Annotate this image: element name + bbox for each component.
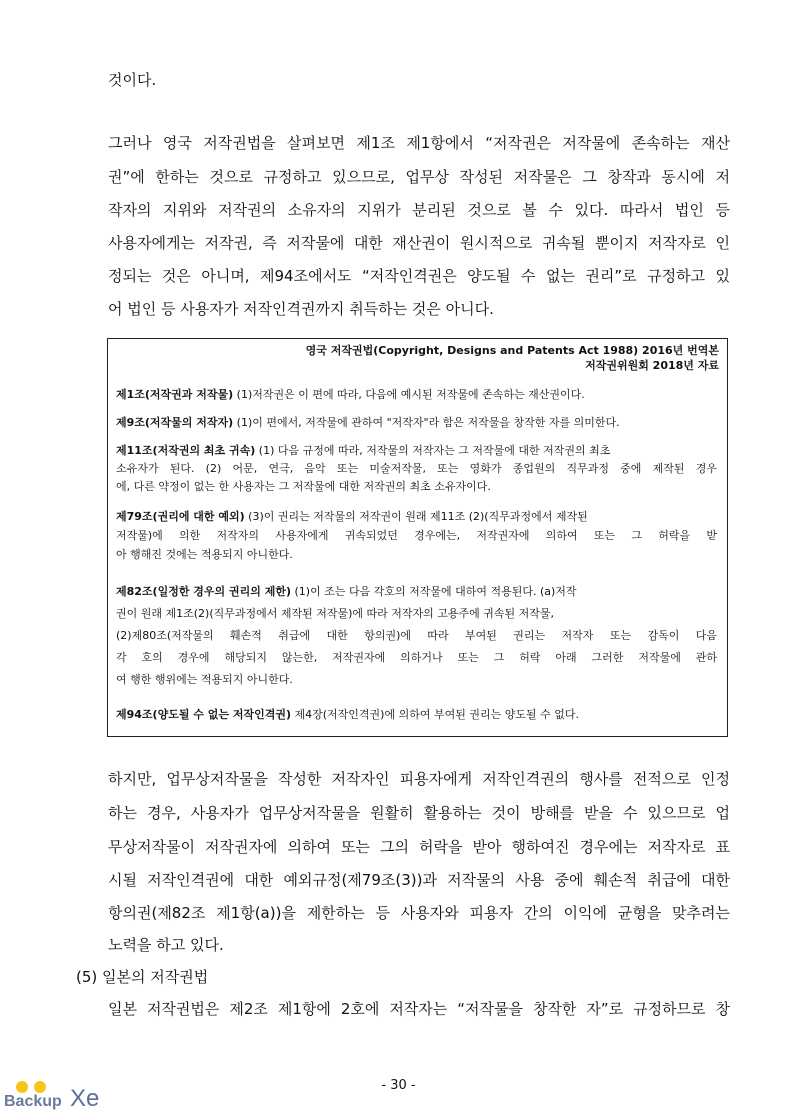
article-82 [116, 584, 717, 600]
article-1 [116, 387, 717, 403]
source-line: 저작권위원회 2018년 자료 [585, 359, 719, 372]
watermark-right: Xe [70, 1085, 100, 1112]
article-text: (3)이 권리는 저작물의 저작권이 원래 제11조 (2)(직무과정에서 제작된 [244, 510, 588, 523]
para1-line: 사용자에게는 저작권, 즉 저작물에 대한 재산권이 원시적으로 귀속될 뿐이지 저작자로 인 [108, 234, 730, 252]
article-text: 소유자가 된다. (2) 어문, 연극, 음악 또는 미술저작물, 또는 영화가 종업원의 직무과정 중에 제작된 경우 [116, 462, 717, 475]
article-title: 제1조(저작권과 저작물) [116, 388, 234, 401]
backupxe-watermark-logo [2, 1072, 122, 1112]
article-79 [116, 509, 717, 525]
article-title: 제82조(일정한 경우의 권리의 제한) [116, 585, 291, 598]
article-text: 아 행해진 것에는 적용되지 아니한다. [116, 548, 293, 561]
para2-line: 하지만, 업무상저작물을 작성한 저작자인 피용자에게 저작인격권의 행사를 전적으로 인정 [108, 770, 730, 788]
para1-line: 그러나 영국 저작권법을 살펴보면 제1조 제1항에서 “저작권은 저작물에 존속하는 재산 [108, 134, 730, 152]
article-text: 각 호의 경우에 해당되지 않는한, 저작권자에 의하거나 또는 그 허락 아래 그러한 저작물에 관하 [116, 651, 717, 664]
intro-line: 것이다. [108, 71, 157, 89]
article-9 [116, 415, 717, 431]
para3-line: 일본 저작권법은 제2조 제1항에 2호에 저작자는 “저작물을 창작한 자”로 규정하므로 창 [108, 1000, 730, 1018]
para2-line: 항의권(제82조 제1항(a))을 제한하는 등 사용자와 피용자 간의 이익에 균형을 맞추려는 [108, 904, 730, 922]
article-text: (2)제80조(저작물의 훼손적 취급에 대한 항의권)에 따라 부여된 권리는 저작자 또는 감독이 다음 [116, 629, 717, 642]
article-text: 권이 원래 제1조(2)(직무과정에서 제작된 저작물)에 따라 저작자의 고용주에 귀속된 저작물, [116, 607, 555, 620]
para2-line: 시될 저작인격권에 대한 예외규정(제79조(3))과 저작물의 사용 중에 훼손적 취급에 대한 [108, 871, 730, 889]
para2-line: 무상저작물이 저작권자에 의하여 또는 그의 허락을 받아 행하여진 경우에는 저작자로 표 [108, 838, 730, 856]
article-title: 제79조(권리에 대한 예외) [116, 510, 245, 523]
article-text: (1)이 조는 다음 각호의 저작물에 대하여 적용된다. (a)저작 [291, 585, 577, 598]
watermark-left: Backup [4, 1093, 62, 1110]
article-94 [116, 707, 717, 723]
article-11 [116, 443, 717, 459]
article-text: (1)이 편에서, 저작물에 관하여 "저작자"라 함은 저작물을 창작한 자를 의미한다. [233, 416, 620, 429]
statute-box [107, 338, 728, 737]
article-text: 에, 다른 약정이 없는 한 사용자는 그 저작물에 대한 저작권의 최초 소유자이다. [116, 480, 491, 493]
article-text: 여 행한 행위에는 적용되지 아니한다. [116, 673, 293, 686]
article-text: (1) 다음 규정에 따라, 저작물의 저작자는 그 저작물에 대한 저작권의 최초 [255, 444, 611, 457]
article-text: (1)저작권은 이 편에 따라, 다음에 예시된 저작물에 존속하는 재산권이다. [233, 388, 585, 401]
article-title: 제11조(저작권의 최초 귀속) [116, 444, 256, 457]
article-text: 저작물)에 의한 저작자의 사용자에게 귀속되었던 경우에는, 저작권자에 의하여 또는 그 허락을 받 [116, 529, 717, 542]
para2-line: 하는 경우, 사용자가 업무상저작물을 원활히 활용하는 것이 방해를 받을 수 있으므로 업 [108, 804, 730, 822]
para1-line: 작자의 지위와 저작권의 소유자의 지위가 분리된 것으로 볼 수 있다. 따라서 법인 등 [108, 201, 730, 219]
article-text: 제4장(저작인격권)에 의하여 부여된 권리는 양도될 수 없다. [291, 708, 579, 721]
section-heading: (5) 일본의 저작권법 [76, 968, 209, 986]
para1-line: 정되는 것은 아니며, 제94조에서도 “저작인격권은 양도될 수 없는 권리”로 규정하고 있 [108, 267, 730, 285]
para1-line: 어 법인 등 사용자가 저작인격권까지 취득하는 것은 아니다. [108, 300, 494, 318]
article-title: 제94조(양도될 수 없는 저작인격권) [116, 708, 291, 721]
source-line: 영국 저작권법(Copyright, Designs and Patents Act 1988) 2016년 번역본 [305, 344, 719, 357]
para2-line: 노력을 하고 있다. [108, 936, 224, 954]
para1-line: 권”에 한하는 것으로 규정하고 있으므로, 업무상 작성된 저작물은 그 창작과 동시에 저 [108, 168, 730, 186]
page-number: - 30 - [381, 1078, 416, 1093]
article-title: 제9조(저작물의 저작자) [116, 416, 234, 429]
